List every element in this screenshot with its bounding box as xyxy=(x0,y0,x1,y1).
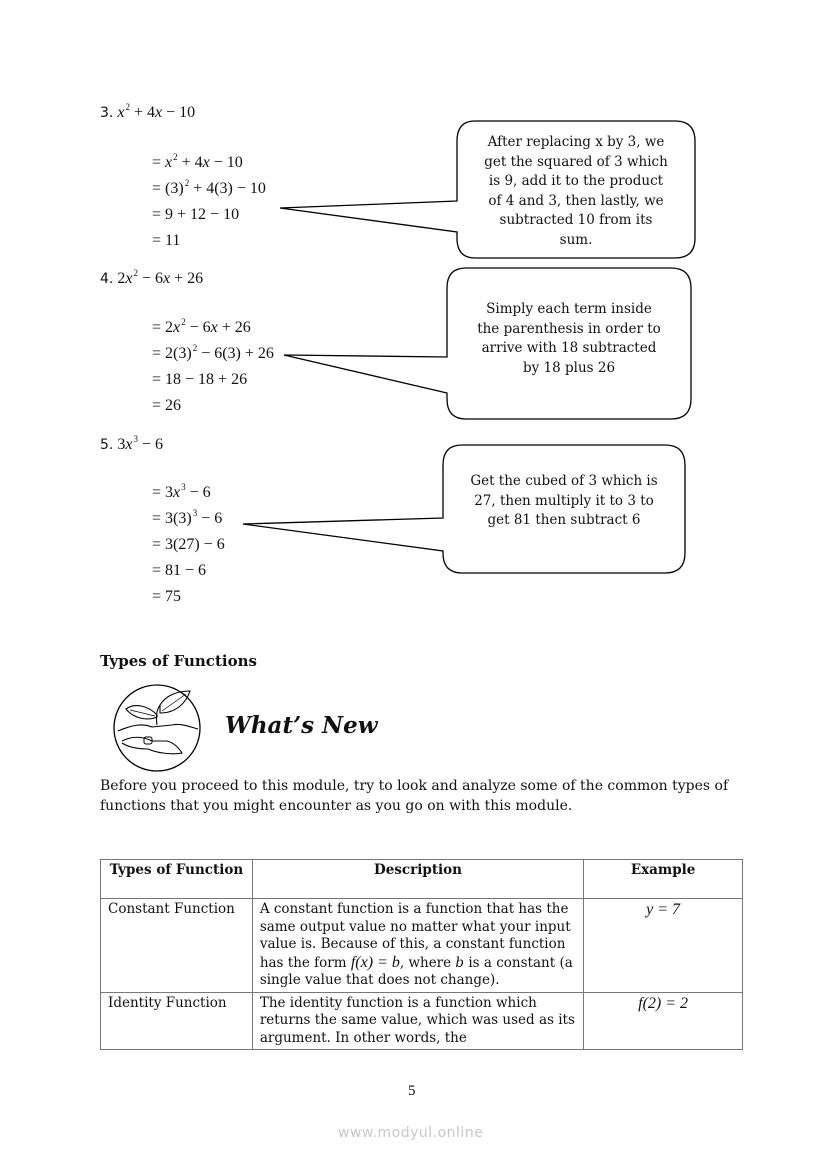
callout-line: Get the cubed of 3 which is xyxy=(470,473,658,489)
step: = $2x^2 - 6x + 26$ xyxy=(152,317,251,336)
cell-type: Constant Function xyxy=(101,899,253,993)
function-types-table xyxy=(100,859,743,1050)
table-header-row xyxy=(101,860,743,899)
callout-text-4 xyxy=(450,300,688,378)
step: = 81 − 6 xyxy=(152,562,207,579)
step: = 3(27) − 6 xyxy=(152,536,225,553)
problem-number: 3. xyxy=(100,105,114,121)
table-row xyxy=(101,992,743,1050)
page-number: 5 xyxy=(408,1083,416,1099)
problem-4-steps xyxy=(152,315,274,419)
callout-text-3 xyxy=(460,133,692,250)
callout-line: get the squared of 3 which xyxy=(484,153,668,170)
problem-4-header xyxy=(100,270,203,288)
step: = 11 xyxy=(152,232,181,249)
callout-line: arrive with 18 subtracted xyxy=(481,340,657,356)
description-text: , where xyxy=(399,954,456,971)
step: = 9 + 12 − 10 xyxy=(152,206,240,223)
problem-expression: $x^2 + 4x - 10$ xyxy=(117,102,196,121)
step: = $x^2 + 4x - 10$ xyxy=(152,152,243,171)
intro-paragraph: Before you proceed to this module, try to look and analyze some of the common types of functions that you might encounter as you go on with this module. xyxy=(100,778,729,814)
callout-text-5 xyxy=(446,472,682,531)
example-formula: f(2) = 2 xyxy=(638,994,689,1012)
callout-line: of 4 and 3, then lastly, we xyxy=(488,192,664,209)
callout-line: 27, then multiply it to 3 to xyxy=(474,492,654,509)
problem-5-steps xyxy=(152,480,225,610)
section-title: Types of Functions xyxy=(100,652,257,670)
cell-type: Identity Function xyxy=(101,992,253,1050)
problem-number: 4. xyxy=(100,271,114,287)
cell-description xyxy=(252,899,583,993)
table-row xyxy=(101,899,743,993)
step: = 26 xyxy=(152,397,182,414)
step: = $3(3)^3 - 6$ xyxy=(152,508,223,527)
variable: b xyxy=(455,954,465,971)
description-text: is a constant (a single value that does not change). xyxy=(259,954,573,988)
callout-line: sum. xyxy=(559,231,593,248)
problem-number: 5. xyxy=(100,437,114,453)
step: = $3x^3 - 6$ xyxy=(152,482,211,501)
problem-expression: $2x^2 - 6x + 26$ xyxy=(117,268,204,287)
problem-5-header xyxy=(100,436,163,454)
callout-line: Simply each term inside xyxy=(486,301,652,317)
problem-expression: $3x^3 - 6$ xyxy=(117,434,163,453)
step: = 18 − 18 + 26 xyxy=(152,371,248,388)
example-formula: y = 7 xyxy=(646,901,681,918)
whats-new-heading: What’s New xyxy=(225,712,378,739)
cell-example xyxy=(584,992,743,1050)
callout-line: the parenthesis in order to xyxy=(477,320,661,337)
header-types: Types of Function xyxy=(101,860,253,899)
problem-3-steps xyxy=(152,150,266,254)
cell-description: The identity function is a function which returns the same value, which was used as its argument. In other words, the xyxy=(252,992,583,1050)
step: = $(3)^2 + 4(3) - 10$ xyxy=(152,178,266,197)
step: = 75 xyxy=(152,588,182,605)
problem-3-header xyxy=(100,104,195,122)
callout-line: is 9, add it to the product xyxy=(488,173,664,189)
formula: f(x) = b xyxy=(350,953,400,971)
cell-example xyxy=(584,899,743,993)
step: = $2(3)^2 - 6(3) + 26$ xyxy=(152,343,274,362)
description-text: A constant function is a function that has the same output value no matter what your input value is. Because of this, a constant function has the form xyxy=(259,901,571,971)
hand-holding-plant-icon xyxy=(112,683,202,773)
callout-line: get 81 then subtract 6 xyxy=(487,512,641,528)
callout-line: subtracted 10 from its xyxy=(499,212,653,228)
header-example: Example xyxy=(584,860,743,899)
header-description: Description xyxy=(252,860,583,899)
callout-line: After replacing x by 3, we xyxy=(487,134,665,150)
callout-line: by 18 plus 26 xyxy=(522,359,616,376)
watermark: www.modyul.online xyxy=(338,1125,484,1141)
